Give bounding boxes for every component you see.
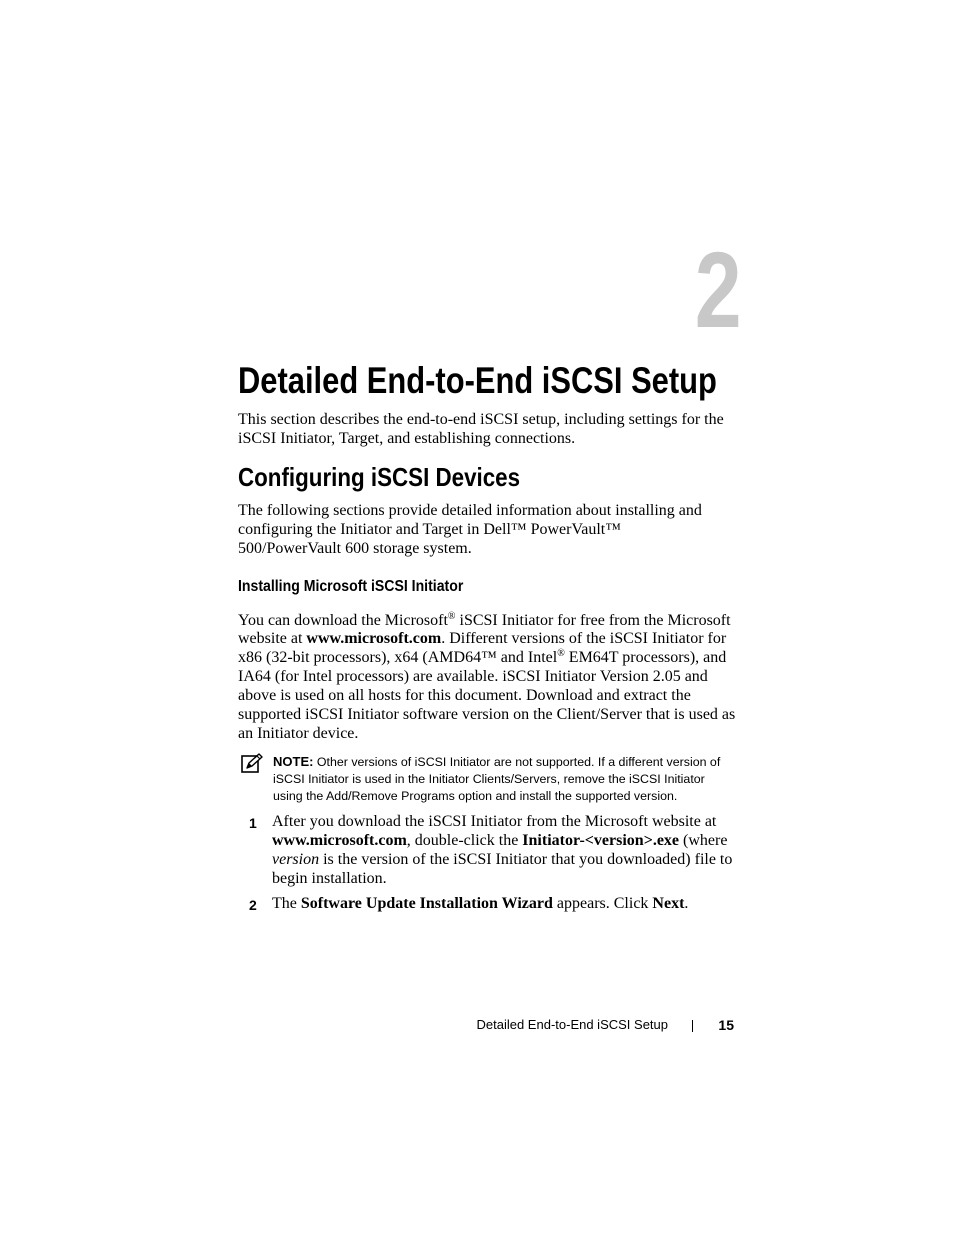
page-footer — [400, 1015, 736, 1035]
note-block — [238, 753, 737, 805]
step-text: The Software Update Installation Wizard appears. Click Next. — [272, 894, 689, 912]
chapter-title: Detailed End-to-End iSCSI Setup — [238, 360, 717, 401]
step-text: After you download the iSCSI Initiator from the Microsoft website at www.microsoft.com, double-click the Initiator-<version>.exe (where version is the version of the iSCSI Initiator that you downloaded) file to begin installation. — [272, 812, 733, 887]
chapter-number: 2 — [694, 229, 740, 350]
page-content — [238, 359, 738, 919]
section-intro: The following sections provide detailed information about installing and configuring the Initiator and Target in Dell™ PowerVault™ 500/PowerVault 600 storage system. — [238, 501, 702, 557]
steps-list — [238, 813, 738, 914]
install-paragraph: You can download the Microsoft® iSCSI Initiator for free from the Microsoft website at www.microsoft.com. Different versions of the iSCSI Initiator for x86 (32-bit processors), x64 (AMD64™ and Intel® EM64T processors), and IA64 (for Intel processors) are available. iSCSI Initiator Version 2.05 and above is used on all hosts for this document. Download and extract the supported iSCSI Initiator software version on the Client/Server that is used as an Initiator device. — [238, 610, 736, 742]
note-text: NOTE: Other versions of iSCSI Initiator are not supported. If a different version of iSCSI Initiator is used in the Initiator Clients/Servers, remove the iSCSI Initiator using the Add/Remove Programs option and install the supported version. — [273, 753, 721, 803]
microsoft-link-text: www.microsoft.com — [306, 630, 442, 648]
page-number: 15 — [718, 1017, 734, 1033]
subsection-title: Installing Microsoft iSCSI Initiator — [238, 577, 464, 595]
note-label: NOTE: — [273, 753, 314, 769]
list-item — [238, 895, 738, 914]
step-number: 2 — [249, 896, 257, 913]
section-title: Configuring iSCSI Devices — [238, 461, 521, 492]
step-number: 1 — [249, 814, 257, 831]
footer-divider — [692, 1020, 693, 1032]
footer-title: Detailed End-to-End iSCSI Setup — [476, 1017, 668, 1032]
pencil-note-icon — [241, 753, 263, 773]
chapter-intro: This section describes the end-to-end iSCSI setup, including settings for the iSCSI Initiator, Target, and establishing connections. — [238, 411, 724, 447]
list-item — [238, 813, 738, 889]
